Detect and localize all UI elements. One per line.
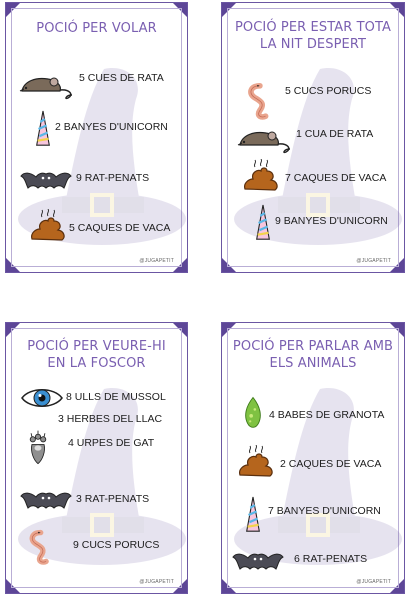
- ingredient: 5 CUES DE RATA: [79, 72, 164, 84]
- poop-icon: [236, 445, 276, 479]
- ingredient: 7 BANYES D'UNICORN: [268, 505, 381, 517]
- rat-icon: [16, 71, 76, 101]
- rat-icon: [234, 125, 294, 155]
- poop-icon: [241, 159, 281, 193]
- potion-card-foscor: [5, 322, 188, 594]
- bat-icon: [20, 166, 72, 192]
- potion-card-animals: [221, 322, 405, 594]
- brand-credit: @JUGAPETIT: [356, 579, 391, 585]
- potion-card-despert: [221, 2, 405, 273]
- unicorn-horn-icon: [254, 203, 272, 243]
- ingredient: 4 URPES DE GAT: [68, 437, 155, 449]
- card-title: POCIÓ PER VEURE-HI EN LA FOSCOR: [27, 339, 166, 371]
- brand-credit: @JUGAPETIT: [139, 258, 174, 264]
- brand-credit: @JUGAPETIT: [139, 579, 174, 585]
- ingredient: 4 BABES DE GRANOTA: [269, 409, 385, 421]
- unicorn-horn-icon: [34, 109, 52, 149]
- ingredient: 9 BANYES D'UNICORN: [275, 215, 388, 227]
- worm-icon: [242, 82, 272, 120]
- ingredient: 9 CUCS PORUCS: [73, 539, 160, 551]
- frog-slime-icon: [242, 395, 264, 433]
- ingredient: 2 CAQUES DE VACA: [280, 458, 382, 470]
- card-title: POCIÓ PER VOLAR: [36, 21, 157, 36]
- eye-icon: [20, 385, 64, 411]
- potion-card-volar: [5, 2, 188, 273]
- ingredient: 5 CAQUES DE VACA: [69, 222, 171, 234]
- ingredient: 1 CUA DE RATA: [296, 128, 374, 140]
- bat-icon: [232, 547, 284, 573]
- card-title: POCIÓ PER ESTAR TOTA LA NIT DESPERT: [234, 20, 392, 52]
- ingredient: 2 BANYES D'UNICORN: [55, 121, 168, 133]
- ingredient: 6 RAT-PENATS: [294, 553, 368, 565]
- cat-paw-icon: [25, 429, 51, 467]
- card-title: POCIÓ PER PARLAR AMB ELS ANIMALS: [232, 339, 394, 371]
- ingredient: 3 HERBES DEL LLAC: [58, 413, 163, 425]
- ingredient: 7 CAQUES DE VACA: [285, 172, 387, 184]
- ingredient: 9 RAT-PENATS: [76, 172, 150, 184]
- poop-icon: [28, 209, 68, 243]
- ingredient: 5 CUCS PORUCS: [285, 85, 372, 97]
- ingredient: 8 ULLS DE MUSSOL: [66, 391, 166, 403]
- unicorn-horn-icon: [244, 495, 262, 535]
- ingredient: 3 RAT-PENATS: [76, 493, 150, 505]
- bat-icon: [20, 486, 72, 512]
- worm-icon: [24, 529, 52, 565]
- brand-credit: @JUGAPETIT: [356, 258, 391, 264]
